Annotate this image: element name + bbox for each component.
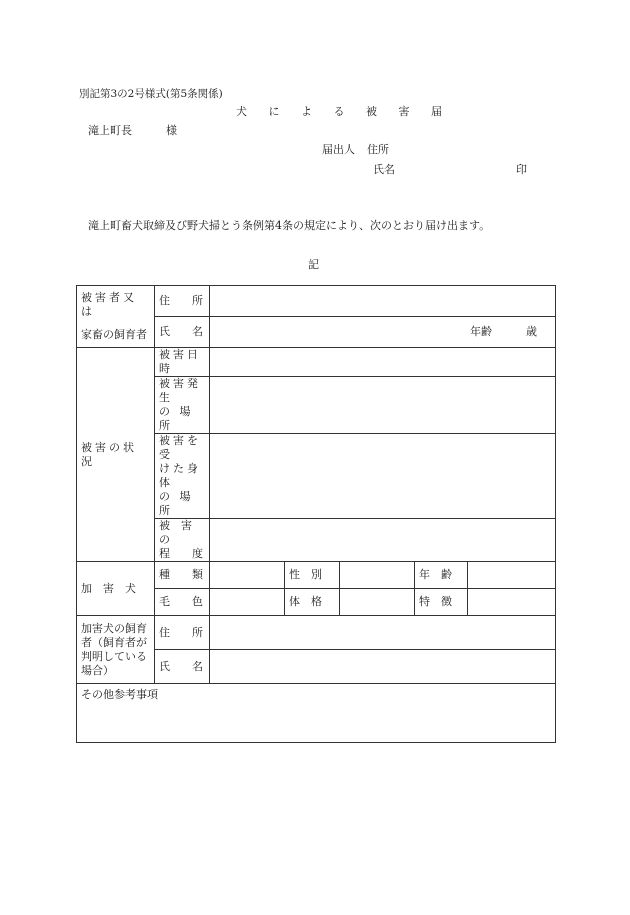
extent-field[interactable] — [210, 519, 556, 562]
victim-address-field[interactable] — [210, 286, 556, 317]
victim-address-label: 住 所 — [155, 286, 210, 317]
applicant-label: 届出人 — [322, 143, 355, 156]
owner-heading: 加害犬の飼育 者（飼育者が 判明している 場合） — [77, 616, 155, 684]
damage-place-field[interactable] — [210, 377, 556, 434]
breed-field[interactable] — [210, 562, 285, 589]
features-field[interactable] — [468, 589, 556, 616]
coat-color-label: 毛 色 — [155, 589, 210, 616]
applicant-name-label: 氏名 — [373, 163, 395, 176]
body-part-label: 被害を受 けた身体 の 場 所 — [155, 434, 210, 519]
applicant-address-row — [322, 141, 389, 157]
ki-heading: 記 — [308, 258, 319, 271]
coat-color-field[interactable] — [210, 589, 285, 616]
body-part-field[interactable] — [210, 434, 556, 519]
sex-label: 性 別 — [285, 562, 340, 589]
damage-date-label: 被害日時 — [155, 348, 210, 377]
dog-age-label: 年 齢 — [415, 562, 468, 589]
damage-place-label: 被害発生 の 場 所 — [155, 377, 210, 434]
victim-name-label: 氏 名 — [155, 317, 210, 348]
damage-date-field[interactable] — [210, 348, 556, 377]
owner-address-field[interactable] — [210, 616, 556, 650]
extent-label: 被 害 の 程 度 — [155, 519, 210, 562]
dog-heading: 加 害 犬 — [77, 562, 155, 616]
address-label: 住所 — [367, 143, 389, 156]
age-suffix: 歳 — [526, 325, 537, 338]
addressee-name: 滝上町長 — [88, 124, 132, 137]
damage-heading: 被害の状況 — [77, 348, 155, 562]
seal-mark: 印 — [516, 163, 527, 176]
dog-age-field[interactable] — [468, 562, 556, 589]
form-number: 別記第3の2号様式(第5条関係) — [79, 88, 223, 100]
build-field[interactable] — [340, 589, 415, 616]
remarks-label: その他参考事項 — [81, 688, 158, 701]
owner-name-field[interactable] — [210, 650, 556, 684]
owner-address-label: 住 所 — [155, 616, 210, 650]
breed-label: 種 類 — [155, 562, 210, 589]
addressee — [88, 122, 177, 138]
document-title: 犬 に よ る 被 害 届 — [236, 105, 451, 118]
sex-field[interactable] — [340, 562, 415, 589]
victim-heading: 被害者又は 家畜の飼育者 — [77, 286, 155, 348]
victim-name-field[interactable] — [210, 317, 556, 348]
build-label: 体 格 — [285, 589, 340, 616]
remarks-field[interactable] — [77, 684, 556, 743]
age-label: 年齢 — [470, 325, 492, 338]
damage-report-table — [76, 285, 556, 743]
addressee-honorific: 様 — [166, 124, 177, 137]
owner-name-label: 氏 名 — [155, 650, 210, 684]
statement-text: 滝上町畜犬取締及び野犬掃とう条例第4条の規定により、次のとおり届け出ます。 — [88, 219, 491, 232]
features-label: 特 徴 — [415, 589, 468, 616]
